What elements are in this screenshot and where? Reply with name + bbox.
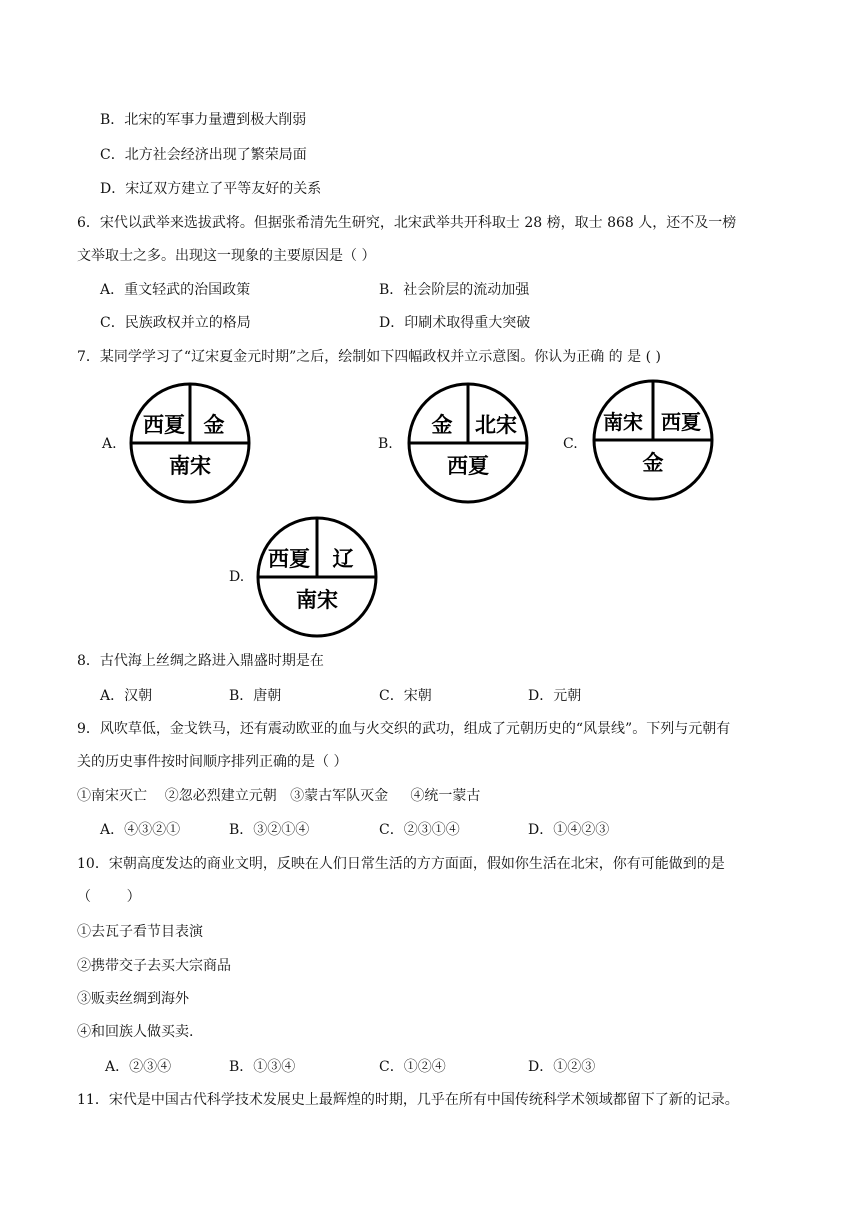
q7-a-bottom: 南宋: [169, 453, 211, 478]
q7-option-d-label: D.: [229, 569, 245, 585]
q10-option-b: B．①③④: [229, 1059, 296, 1075]
q7-b-bottom: 西夏: [447, 453, 489, 478]
q5-option-d: D．宋辽双方建立了平等友好的关系: [100, 181, 322, 197]
q7-b-top-left: 金: [431, 412, 453, 437]
q7-a-top-right: 金: [203, 412, 225, 437]
q9-option-a: A．④③②①: [100, 822, 181, 838]
q6-option-c: C．民族政权并立的格局: [100, 315, 251, 331]
q6-option-b: B．社会阶层的流动加强: [379, 282, 530, 298]
q7-c-top-left: 南宋: [603, 410, 643, 434]
q10-option-d: D．①②③: [528, 1059, 596, 1075]
q10-item-3: ③贩卖丝绸到海外: [77, 991, 189, 1007]
q6-stem-line2: 文举取士之多。出现这一现象的主要原因是（ ）: [77, 248, 376, 264]
q6-option-a: A．重文轻武的治国政策: [100, 282, 251, 298]
q8-option-a: A．汉朝: [100, 688, 153, 704]
q7-option-d-diagram: [255, 515, 379, 639]
q7-option-c-diagram: [591, 378, 715, 502]
q7-option-a-diagram: [128, 381, 252, 505]
q10-item-1: ①去瓦子看节目表演: [77, 924, 203, 940]
q11-stem-line1: 11．宋代是中国古代科学技术发展史上最辉煌的时期，几乎在所有中国传统科学术领域都留下了新的记录。: [77, 1092, 739, 1108]
q8-option-c: C．宋朝: [379, 688, 432, 704]
q5-option-c: C．北方社会经济出现了繁荣局面: [100, 147, 307, 163]
q9-option-c: C．②③①④: [379, 822, 460, 838]
q7-option-a-label: A.: [102, 436, 117, 452]
q9-stem-line2: 关的历史事件按时间顺序排列正确的是（ ）: [77, 754, 348, 770]
q6-option-d: D．印刷术取得重大突破: [379, 315, 531, 331]
q7-c-bottom: 金: [642, 450, 664, 475]
q7-d-top-right: 辽: [332, 546, 354, 571]
q7-option-b-diagram: [406, 381, 530, 505]
q9-events: ①南宋灭亡 ②忽必烈建立元朝 ③蒙古军队灭金 ④统一蒙古: [77, 788, 481, 804]
q7-b-top-right: 北宋: [475, 412, 517, 437]
q9-option-d: D．①④②③: [528, 822, 610, 838]
q8-option-b: B．唐朝: [229, 688, 282, 704]
q10-item-2: ②携带交子去买大宗商品: [77, 958, 231, 974]
q10-item-4: ④和回族人做买卖.: [77, 1024, 194, 1040]
q7-a-top-left: 西夏: [143, 412, 185, 437]
q7-c-top-right: 西夏: [661, 410, 701, 434]
q9-stem-line1: 9．风吹草低，金戈铁马，还有震动欧亚的血与火交织的武功，组成了元朝历史的“风景线”。下列与元朝有: [77, 721, 731, 737]
q8-stem: 8．古代海上丝绸之路进入鼎盛时期是在: [77, 653, 324, 669]
q7-d-top-left: 西夏: [268, 546, 310, 571]
q10-option-c: C．①②④: [379, 1059, 446, 1075]
q8-option-d: D．元朝: [528, 688, 582, 704]
q6-stem-line1: 6．宋代以武举来选拔武将。但据张希清先生研究，北宋武举共开科取士 28 榜，取士 868 人，还不及一榜: [77, 215, 737, 231]
q5-option-b: B．北宋的军事力量遭到极大削弱: [100, 112, 307, 128]
q9-option-b: B．③②①④: [229, 822, 310, 838]
q7-d-bottom: 南宋: [296, 587, 338, 612]
q10-stem-line2: （ ）: [77, 889, 141, 905]
q10-stem-line1: 10．宋朝高度发达的商业文明，反映在人们日常生活的方方面面，假如你生活在北宋，你有可能做到的是: [77, 856, 725, 872]
q7-stem: 7．某同学学习了“辽宋夏金元时期”之后，绘制如下四幅政权并立示意图。你认为正确 的 是 ( ): [77, 349, 661, 365]
q10-option-a: A．②③④: [105, 1059, 172, 1075]
q7-option-b-label: B.: [378, 436, 393, 452]
q7-option-c-label: C.: [563, 436, 578, 452]
